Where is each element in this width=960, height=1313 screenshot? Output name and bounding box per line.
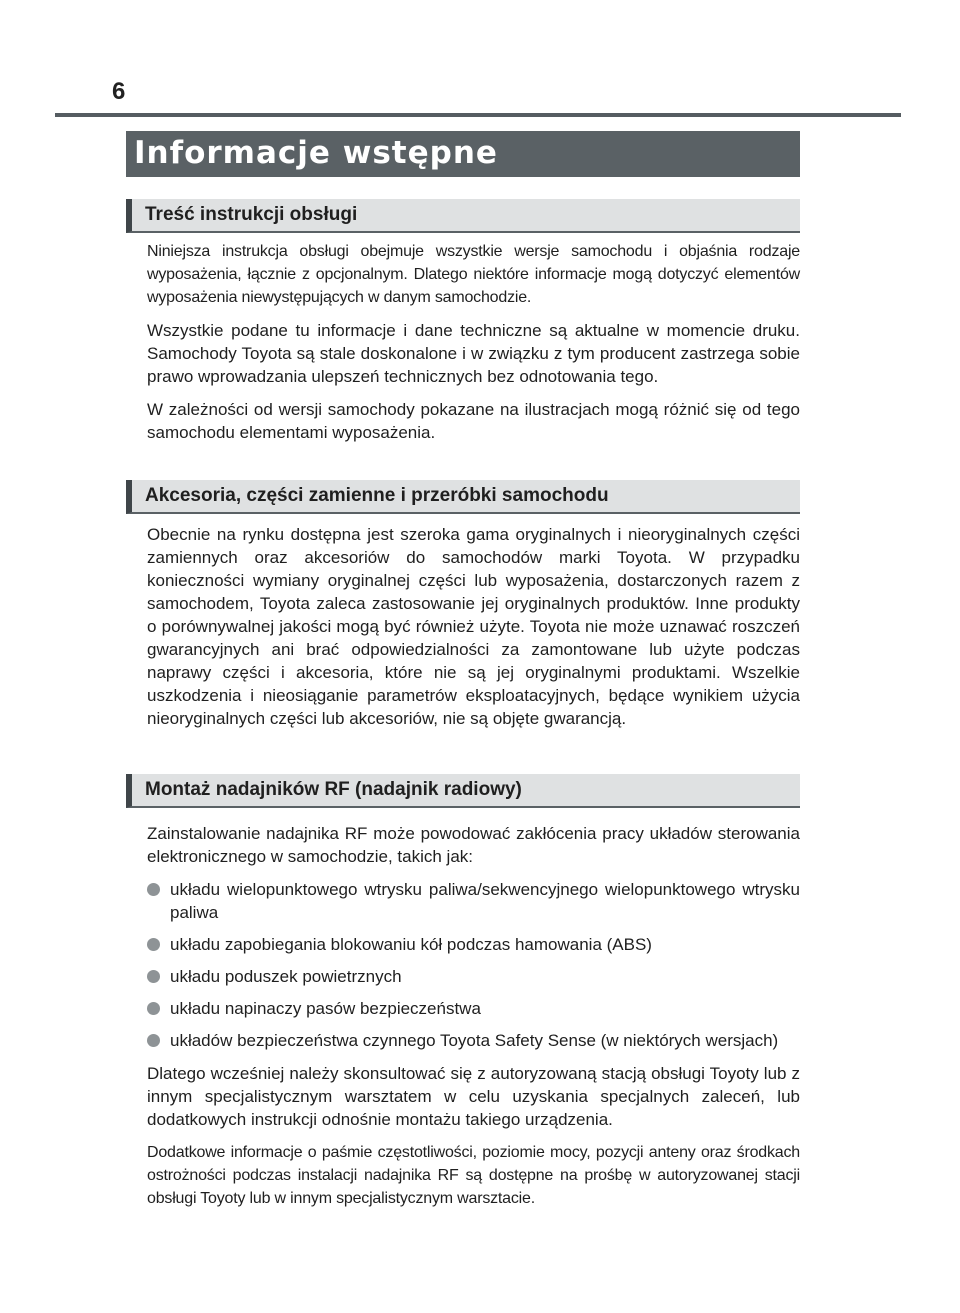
- section-body-accessories: [147, 523, 800, 740]
- section-heading-contents: [126, 199, 800, 233]
- list-item-text: układu poduszek powietrznych: [170, 967, 402, 986]
- bullet-icon: [147, 938, 160, 951]
- bullet-list: [147, 878, 800, 1052]
- bullet-icon: [147, 970, 160, 983]
- paragraph: W zależności od wersji samochody pokazane na ilustracjach mogą różnić się od tego samochodu elementami wyposażenia.: [147, 400, 800, 442]
- list-item-text: układu napinaczy pasów bezpieczeństwa: [170, 999, 481, 1018]
- bullet-icon: [147, 1034, 160, 1047]
- section-body-contents: [147, 240, 800, 454]
- title-bar: [126, 131, 800, 177]
- paragraph: Wszystkie podane tu informacje i dane techniczne są aktualne w momencie druku. Samochody Toyota są stale doskonalone i w związku z tym producent zastrzega sobie prawo wprowadzania ulepszeń technicznych bez odnotowania tego.: [147, 321, 800, 386]
- section-heading-rf-transmitters: [126, 774, 800, 808]
- section-heading-text: Montaż nadajników RF (nadajnik radiowy): [145, 779, 522, 800]
- paragraph: Obecnie na rynku dostępna jest szeroka gama oryginalnych i nieoryginalnych części zamiennych oraz akcesoriów do samochodów marki Toyota. W przypadku konieczności wymiany oryginalnej części lub wyposażenia, dostarczonych razem z samochodem, Toyota zaleca zastosowanie jej oryginalnych produktów. Inne produkty o porównywalnej jakości mogą być również użyte. Toyota nie może uznawać roszczeń gwarancyjnych ani brać odpowiedzialności za zamontowane lub użyte podczas naprawy części i akcesoria, które nie są jej oryginalnymi produktami. Wszelkie uszkodzenia i nieosiąganie parametrów eksploatacyjnych, będące wynikiem użycia nieoryginalnych części lub akcesoriów, nie są objęte gwarancją.: [147, 525, 800, 728]
- section-heading-accessories: [126, 480, 800, 514]
- list-item-text: układu wielopunktowego wtrysku paliwa/sekwencyjnego wielopunktowego wtrysku paliwa: [170, 880, 800, 922]
- bullet-icon: [147, 1002, 160, 1015]
- list-item: [147, 933, 800, 956]
- page-number: 6: [112, 78, 126, 105]
- paragraph-intro: Zainstalowanie nadajnika RF może powodować zakłócenia pracy układów sterowania elektronicznego w samochodzie, takich jak:: [147, 824, 800, 866]
- paragraph: Dodatkowe informacje o paśmie częstotliwości, poziomie mocy, pozycji anteny oraz środkach ostrożności podczas instalacji nadajnika RF są dostępne na prośbę w autoryzowanej stacji obsługi Toyoty lub w innym specjalistycznym warsztacie.: [147, 1144, 800, 1207]
- page-title: Informacje wstępne: [134, 135, 498, 171]
- paragraph: Niniejsza instrukcja obsługi obejmuje wszystkie wersje samochodu i objaśnia rodzaje wyposażenia, łącznie z opcjonalnym. Dlatego niektóre informacje mogą dotyczyć elementów wyposażenia niewystępujących w danym samochodzie.: [147, 243, 800, 306]
- list-item: [147, 1029, 800, 1052]
- list-item-text: układu zapobiegania blokowaniu kół podczas hamowania (ABS): [170, 935, 652, 954]
- section-heading-text: Akcesoria, części zamienne i przeróbki samochodu: [145, 485, 609, 506]
- section-body-rf-transmitters: [147, 822, 800, 1220]
- list-item: [147, 965, 800, 988]
- section-heading-text: Treść instrukcji obsługi: [145, 204, 358, 225]
- paragraph: Dlatego wcześniej należy skonsultować się z autoryzowaną stacją obsługi Toyoty lub z innym specjalistycznym warsztatem w celu uzyskania specjalnych zaleceń, lub dodatkowych instrukcji odnośnie montażu takiego urządzenia.: [147, 1064, 800, 1129]
- top-rule: [55, 113, 901, 117]
- list-item-text: układów bezpieczeństwa czynnego Toyota Safety Sense (w niektórych wersjach): [170, 1031, 779, 1050]
- list-item: [147, 997, 800, 1020]
- bullet-icon: [147, 883, 160, 896]
- list-item: [147, 878, 800, 924]
